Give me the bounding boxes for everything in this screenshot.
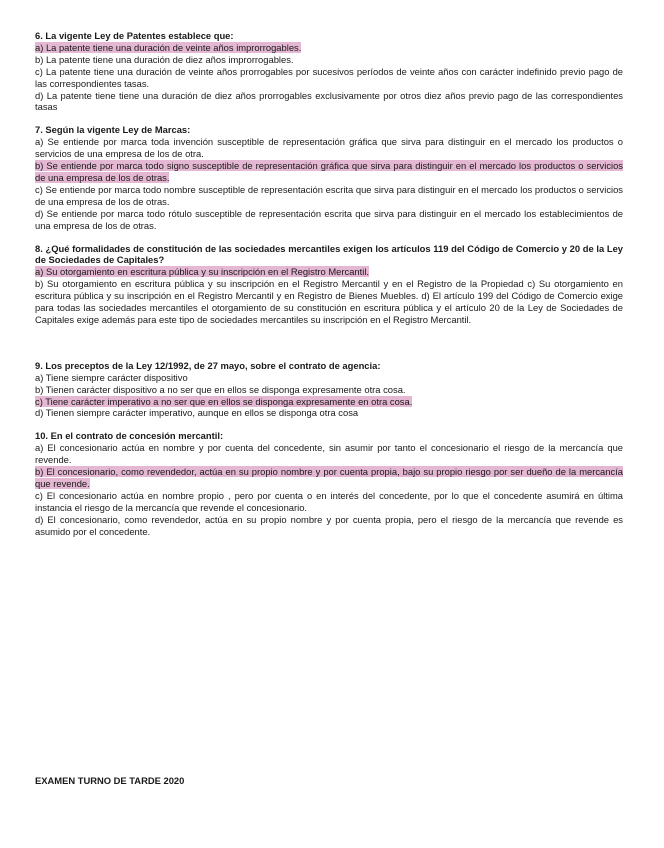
highlighted-answer: c) Tiene carácter imperativo a no ser que en ellos se disponga expresamente en otra cosa.	[35, 395, 413, 407]
option-b: b) Tienen carácter dispositivo a no ser que en ellos se disponga expresamente otra cosa.	[35, 383, 406, 395]
question-title: 9. Los preceptos de la Ley 12/1992, de 27 mayo, sobre el contrato de agencia:	[35, 359, 381, 371]
highlighted-answer: a) Su otorgamiento en escritura pública y su inscripción en el Registro Mercantil.	[35, 266, 370, 278]
option-d: d) El concesionario, como revendedor, actúa en su propio nombre y por cuenta propia, pero el riesgo de la mercancía que revende es asumido por el concedente.	[35, 513, 623, 537]
option-a	[35, 266, 623, 278]
exam-footer: EXAMEN TURNO DE TARDE 2020	[35, 775, 185, 786]
question-6	[35, 30, 623, 113]
question-title: 6. La vigente Ley de Patentes establece que:	[35, 30, 234, 41]
option-a: a) El concesionario actúa en nombre y por cuenta del concedente, sin asumir por tanto el concesionario el riesgo de la mercancía que revende.	[35, 442, 623, 466]
option-b	[35, 160, 623, 184]
exam-page	[35, 30, 623, 549]
option-a: a) Tiene siempre carácter dispositivo	[35, 371, 188, 383]
question-title: 7. Según la vigente Ley de Marcas:	[35, 124, 191, 136]
option-c: c) La patente tiene una duración de veinte años prorrogables por sucesivos períodos de veinte años con carácter indefinido previo pago de las correspondientes tasas.	[35, 65, 623, 89]
highlighted-answer: b) El concesionario, como revendedor, actúa en su propio nombre y por cuenta propia, bajo su propio riesgo por ser dueño de la mercancía que revende.	[35, 466, 623, 489]
option-c: c) Se entiende por marca todo nombre susceptible de representación escrita que sirva para distinguir en el mercado los productos o servicios de una empresa de los de otras.	[35, 183, 623, 207]
question-title: 10. En el contrato de concesión mercantil:	[35, 430, 224, 442]
option-a: a) Se entiende por marca toda invención susceptible de representación gráfica que sirva para distinguir en el mercado los productos o servicios de una empresa de los de otra.	[35, 136, 623, 160]
question-title: 8. ¿Qué formalidades de constitución de las sociedades mercantiles exigen los artículos 119 del Código de Comercio y 20 de la Ley de Sociedades de Capitales?	[35, 242, 623, 266]
option-a	[35, 42, 623, 54]
option-d: d) Se entiende por marca todo rótulo susceptible de representación escrita que sirva para distinguir en el mercado los establecimientos de una empresa de los de otras.	[35, 207, 623, 231]
option-b	[35, 466, 623, 490]
highlighted-answer: b) Se entiende por marca todo signo susceptible de representación gráfica que sirva para distinguir en el mercado los productos o servicios de una empresa de los de otras.	[35, 160, 623, 183]
question-7	[35, 124, 623, 231]
highlighted-answer: a) La patente tiene una duración de veinte años improrrogables.	[35, 41, 302, 53]
option-b-c-d: b) Su otorgamiento en escritura pública y su inscripción en el Registro Mercantil y en el Registro de la Propiedad c) Su otorgamiento en escritura pública y su inscripción en el Registro Mercantil y en Registro de Bienes Muebles. d) El artículo 199 del Código de Comercio exige para todas las sociedades mercantiles el otorgamiento de su constitución en escritura pública y el artículo 20 de la Ley de Sociedades de Capitales exige además para este tipo de sociedades mercantiles su inscripción en el Registro Mercantil.	[35, 278, 623, 325]
option-d: d) La patente tiene tiene una duración de diez años prorrogables exclusivamente por otros diez años previo pago de las correspondientes tasas	[35, 89, 623, 113]
spacer	[35, 337, 623, 360]
question-9	[35, 360, 623, 420]
option-d: d) Tienen siempre carácter imperativo, aunque en ellos se disponga otra cosa	[35, 407, 359, 419]
question-10	[35, 430, 623, 537]
option-c	[35, 396, 623, 408]
option-c: c) El concesionario actúa en nombre propio , pero por cuenta o en interés del concedente, por lo que el concedente asumirá en última instancia el riesgo de la mercancía que revende el concesionario.	[35, 489, 623, 513]
option-b: b) La patente tiene una duración de diez años improrrogables.	[35, 53, 294, 65]
question-8	[35, 243, 623, 326]
